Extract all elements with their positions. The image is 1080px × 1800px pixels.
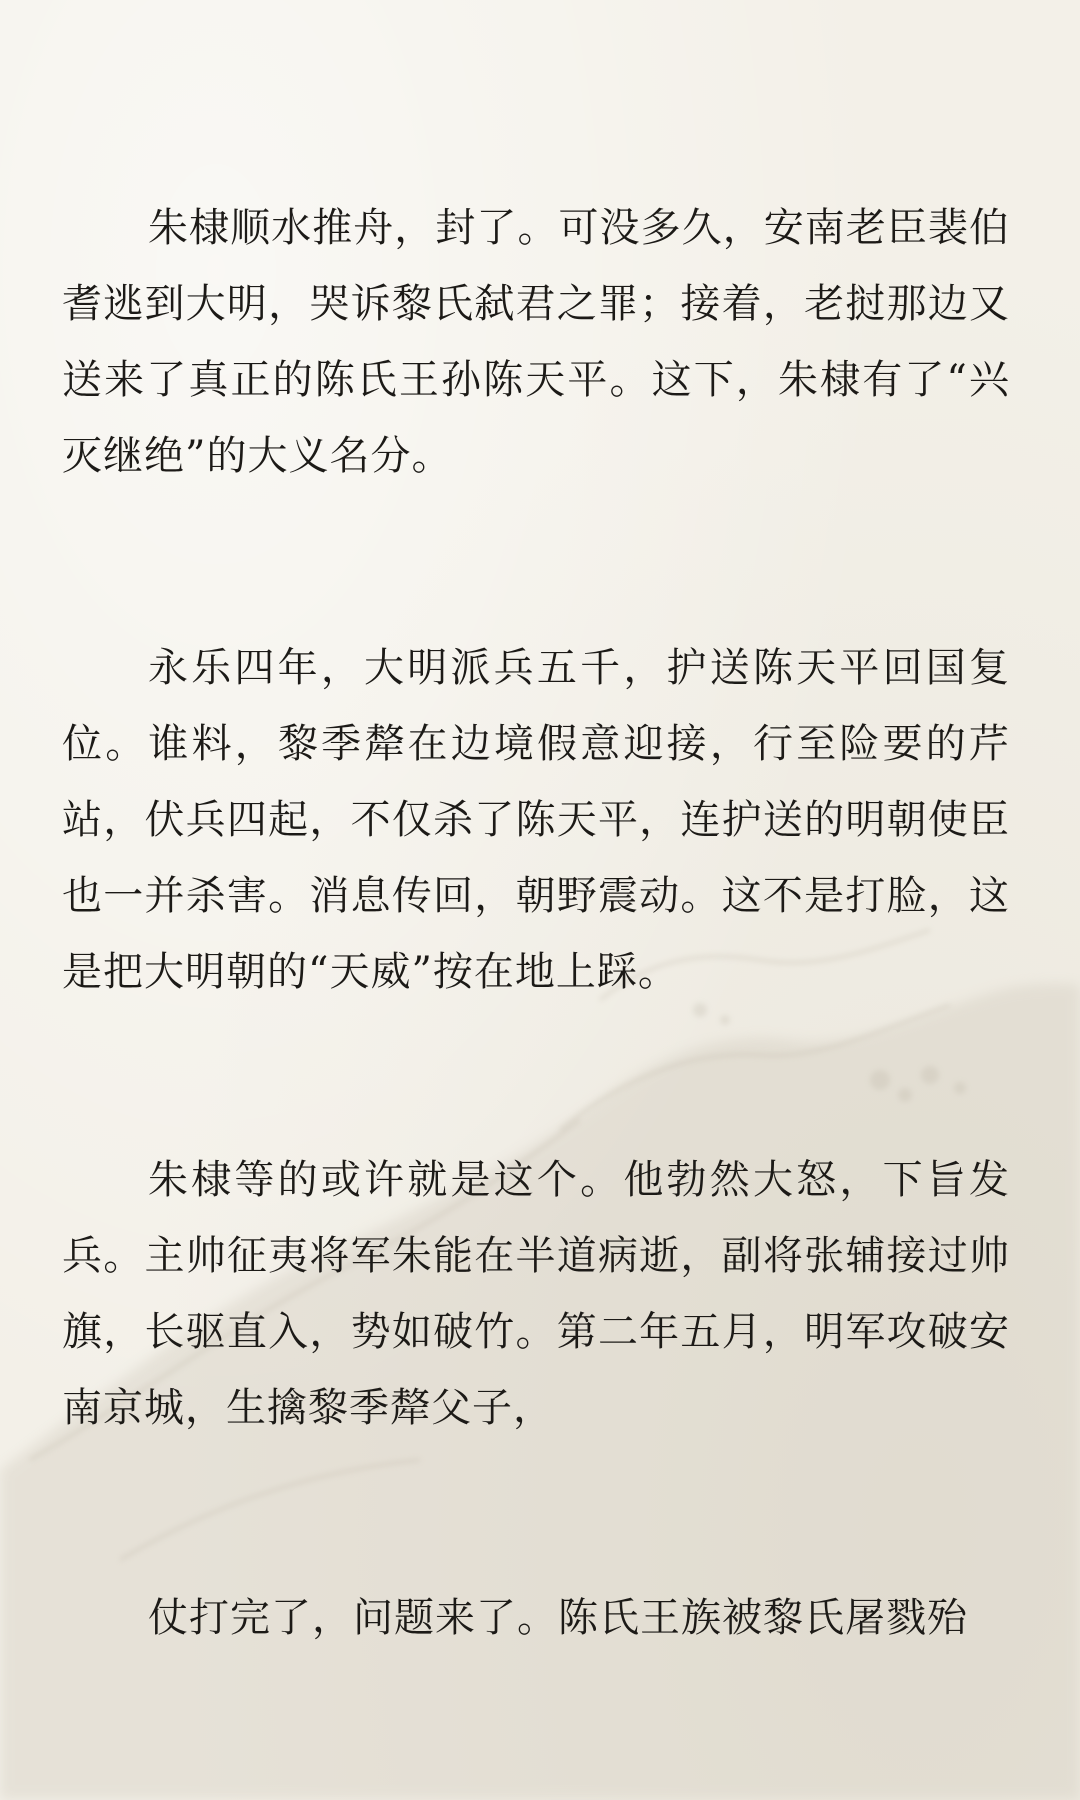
- paragraph-2: 永乐四年，大明派兵五千，护送陈天平回国复位。谁料，黎季犛在边境假意迎接，行至险要的芹站，伏兵四起，不仅杀了陈天平，连护送的明朝使臣也一并杀害。消息传回，朝野震动。这不是打脸，这是把大明朝的“天威”按在地上踩。: [62, 645, 1010, 995]
- paragraph-4: 仗打完了，问题来了。陈氏王族被黎氏屠戮殆: [148, 1595, 968, 1641]
- paragraph-3: 朱棣等的或许就是这个。他勃然大怒，下旨发兵。主帅征夷将军朱能在半道病逝，副将张辅接过帅旗，长驱直入，势如破竹。第二年五月，明军攻破安南京城，生擒黎季犛父子，: [62, 1157, 1010, 1431]
- paragraph-1: 朱棣顺水推舟，封了。可没多久，安南老臣裴伯耆逃到大明，哭诉黎氏弑君之罪；接着，老挝那边又送来了真正的陈氏王孙陈天平。这下，朱棣有了“兴灭继绝”的大义名分。: [62, 205, 1010, 479]
